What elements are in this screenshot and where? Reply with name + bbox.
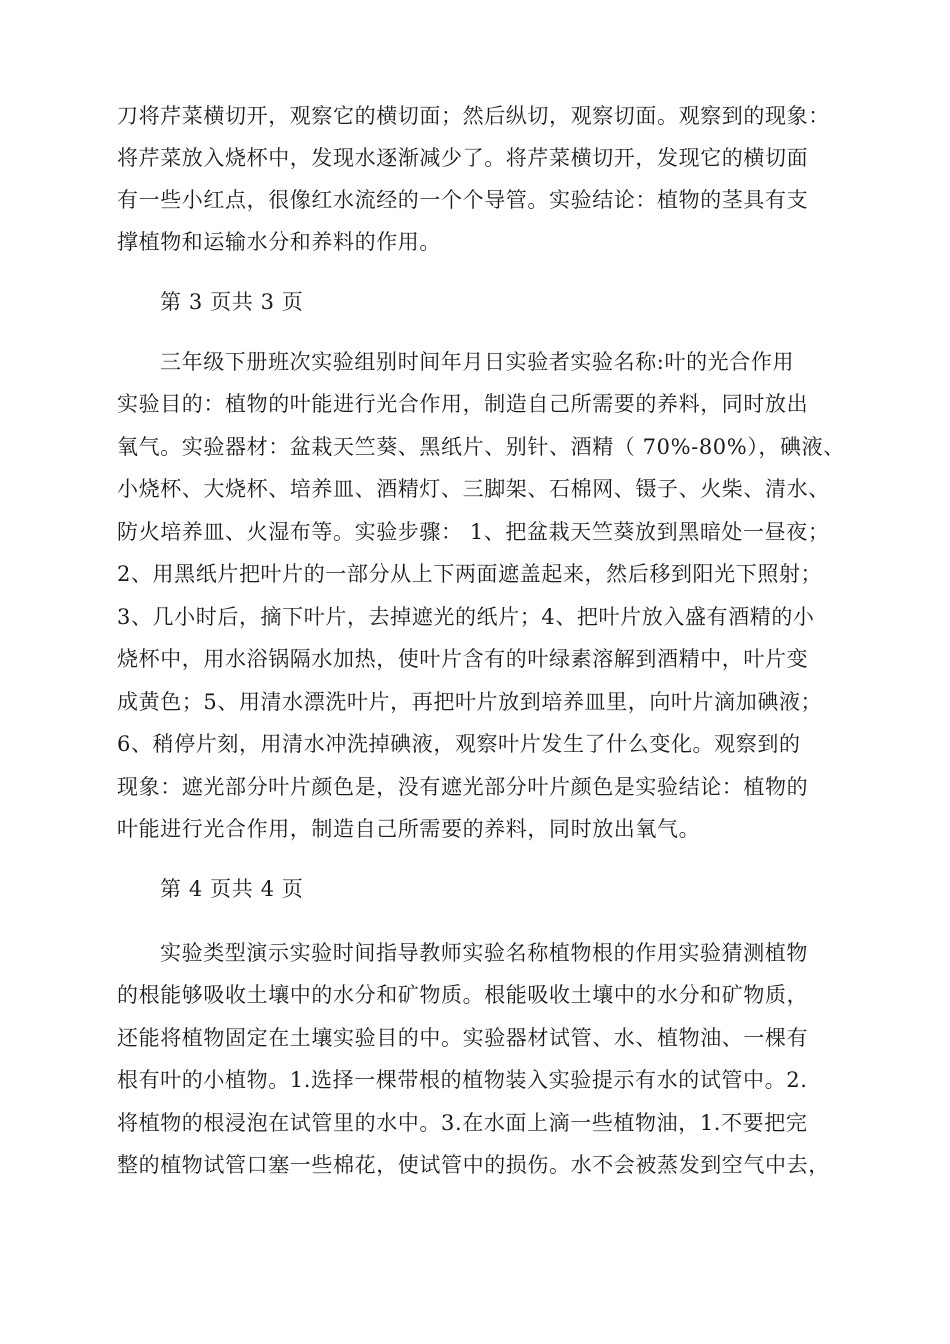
section2-line-12: 叶能进行光合作用，制造自己所需要的养料，同时放出氧气。: [117, 817, 701, 841]
section2-line-11: 现象：遮光部分叶片颜色是，没有遮光部分叶片颜色是实验结论：植物的: [117, 775, 809, 799]
section2-line-5: 防火培养皿、火湿布等。实验步骤： 1、把盆栽天竺葵放到黑暗处一昼夜；: [117, 520, 830, 544]
section1-line-3: 有一些小红点，很像红水流经的一个个导管。实验结论：植物的茎具有支: [117, 188, 809, 212]
section1-line-4: 撑植物和运输水分和养料的作用。: [117, 230, 441, 254]
section2-line-4: 小烧杯、大烧杯、培养皿、酒精灯、三脚架、石棉网、镊子、火柴、清水、: [117, 477, 830, 501]
section3-line-5: 将植物的根浸泡在试管里的水中。3.在水面上滴一些植物油，1.不要把完: [117, 1111, 808, 1135]
section3-line-6: 整的植物试管口塞一些棉花，使试管中的损伤。水不会被蒸发到空气中去，: [117, 1153, 830, 1177]
section2-line-8: 烧杯中，用水浴锅隔水加热，使叶片含有的叶绿素溶解到酒精中，叶片变: [117, 647, 809, 671]
section3-line-2: 的根能够吸收土壤中的水分和矿物质。根能吸收土壤中的水分和矿物质，: [117, 983, 809, 1007]
section2-line-7: 3、几小时后，摘下叶片，去掉遮光的纸片；4、把叶片放入盛有酒精的小: [117, 605, 815, 629]
section2-line-6: 2、用黑纸片把叶片的一部分从上下两面遮盖起来，然后移到阳光下照射；: [117, 562, 823, 586]
section2-line-9: 成黄色；5、用清水漂洗叶片，再把叶片放到培养皿里，向叶片滴加碘液；: [117, 690, 823, 714]
section1-line-2: 将芹菜放入烧杯中，发现水逐渐减少了。将芹菜横切开，发现它的横切面: [117, 146, 809, 170]
section2-line-1: 三年级下册班次实验组别时间年月日实验者实验名称:叶的光合作用: [160, 350, 795, 374]
section2-line-3: 氧气。实验器材：盆栽天竺葵、黑纸片、别针、酒精（ 70%-80%），碘液、: [117, 435, 845, 459]
section2-line-2: 实验目的：植物的叶能进行光合作用，制造自己所需要的养料，同时放出: [117, 392, 809, 416]
page-marker-3: 第 3 页共 3 页: [160, 290, 304, 314]
page-marker-4: 第 4 页共 4 页: [160, 877, 304, 901]
section1-line-1: 刀将芹菜横切开，观察它的横切面；然后纵切，观察切面。观察到的现象：: [117, 104, 830, 128]
section3-line-4: 根有叶的小植物。1.选择一棵带根的植物装入实验提示有水的试管中。2.: [117, 1068, 808, 1092]
section3-line-1: 实验类型演示实验时间指导教师实验名称植物根的作用实验猜测植物: [160, 941, 808, 965]
section3-line-3: 还能将植物固定在土壤实验目的中。实验器材试管、水、植物油、一棵有: [117, 1026, 809, 1050]
section2-line-10: 6、稍停片刻，用清水冲洗掉碘液，观察叶片发生了什么变化。观察到的: [117, 732, 801, 756]
